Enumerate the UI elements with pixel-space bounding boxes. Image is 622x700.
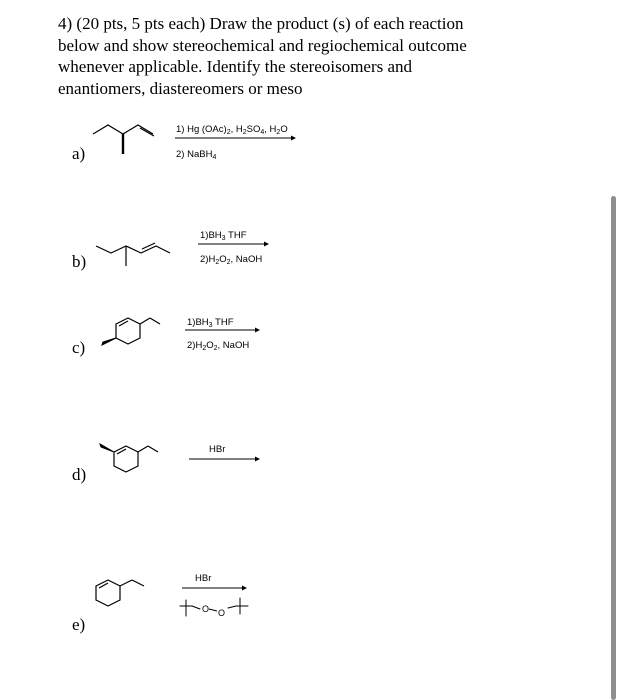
part-a-molecule [90,118,170,163]
part-b-molecule [93,236,173,276]
part-e-label: e) [72,615,86,634]
part-a-reagent-bottom: 2) NaBH$_4$ [176,149,217,161]
part-b-label: b) [72,252,87,271]
peroxide-structure [178,594,250,624]
part-c-reagent-top: $1)BH_3$ THF [187,317,234,329]
part-d-reagent-top: HBr [209,444,226,455]
part-d-label: d) [72,465,87,484]
part-e-molecule [88,568,160,613]
part-a-reagent-top: 1) Hg $(OAc)_2$, $H_2SO_4$, $H_2O$ [176,124,288,136]
question-line-4: enantiomers, diastereomers or meso [58,78,303,98]
part-a-label: a) [72,144,86,163]
part-c-reagent-bottom: $2)H_2O_2$, NaOH [187,340,250,352]
question-text [58,13,528,99]
part-b-reagent-bottom: $2)H_2O_2$, NaOH [200,254,263,266]
question-line-1: 4) (20 pts, 5 pts each) Draw the product (s) of each reaction [58,14,464,33]
part-e-reagent-top: HBr [195,573,212,584]
question-line-2: below and show stereochemical and regiochemical outcome [58,35,467,55]
part-c-arrow [185,326,261,334]
part-e-arrow [182,584,248,592]
peroxide-oxygen-1: O [202,604,210,614]
part-d-arrow [189,455,261,463]
vertical-scrollbar[interactable] [611,196,616,700]
peroxide-oxygen-2: O [218,608,226,618]
part-c-molecule [92,310,164,355]
part-c-label: c) [72,338,86,357]
part-a-arrow [175,134,297,142]
question-line-3: whenever applicable. Identify the stereoisomers and [58,57,413,76]
part-d-molecule [92,440,164,485]
part-b-reagent-top: $1)BH_3$ THF [200,230,247,242]
part-b-arrow [198,240,270,248]
